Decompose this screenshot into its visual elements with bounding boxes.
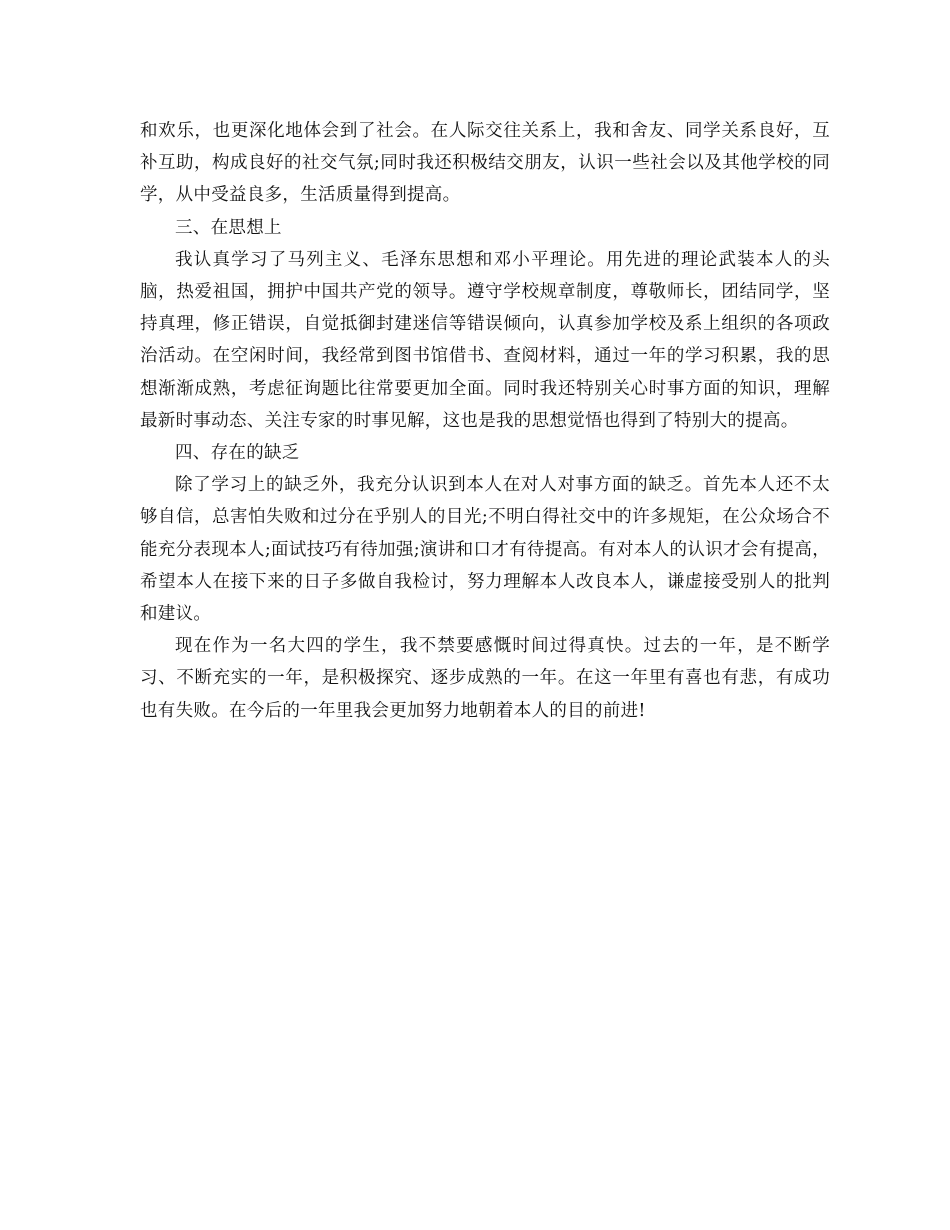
document-body xyxy=(140,115,830,727)
paragraph-continued: 和欢乐，也更深化地体会到了社会。在人际交往关系上，我和舍友、同学关系良好，互补互助，构成良好的社交气氛;同时我还积极结交朋友，认识一些社会以及其他学校的同学，从中受益良多，生活质量得到提高。 xyxy=(140,121,830,206)
paragraph-shortcomings: 除了学习上的缺乏外，我充分认识到本人在对人对事方面的缺乏。首先本人还不太够自信，总害怕失败和过分在乎别人的目光;不明白得社交中的许多规矩，在公众场合不能充分表现本人;面试技巧有待加强;演讲和口才有待提高。有对本人的认识才会有提高，希望本人在接下来的日子多做自我检讨，努力理解本人改良本人，谦虚接受别人的批判和建议。 xyxy=(140,475,830,625)
section-heading-thought: 三、在思想上 xyxy=(175,217,282,238)
paragraph-thought: 我认真学习了马列主义、毛泽东思想和邓小平理论。用先进的理论武装本人的头脑，热爱祖国，拥护中国共产党的领导。遵守学校规章制度，尊敬师长，团结同学，坚持真理，修正错误，自觉抵御封建迷信等错误倾向，认真参加学校及系上组织的各项政治活动。在空闲时间，我经常到图书馆借书、查阅材料，通过一年的学习积累，我的思想渐渐成熟，考虑征询题比往常要更加全面。同时我还特别关心时事方面的知识，理解最新时事动态、关注专家的时事见解，这也是我的思想觉悟也得到了特别大的提高。 xyxy=(140,249,830,431)
section-heading-shortcomings: 四、存在的缺乏 xyxy=(175,443,300,464)
paragraph-conclusion: 现在作为一名大四的学生，我不禁要感慨时间过得真快。过去的一年，是不断学习、不断充实的一年，是积极探究、逐步成熟的一年。在这一年里有喜也有悲，有成功也有失败。在今后的一年里我会更加努力地朝着本人的目的前进! xyxy=(140,636,830,721)
